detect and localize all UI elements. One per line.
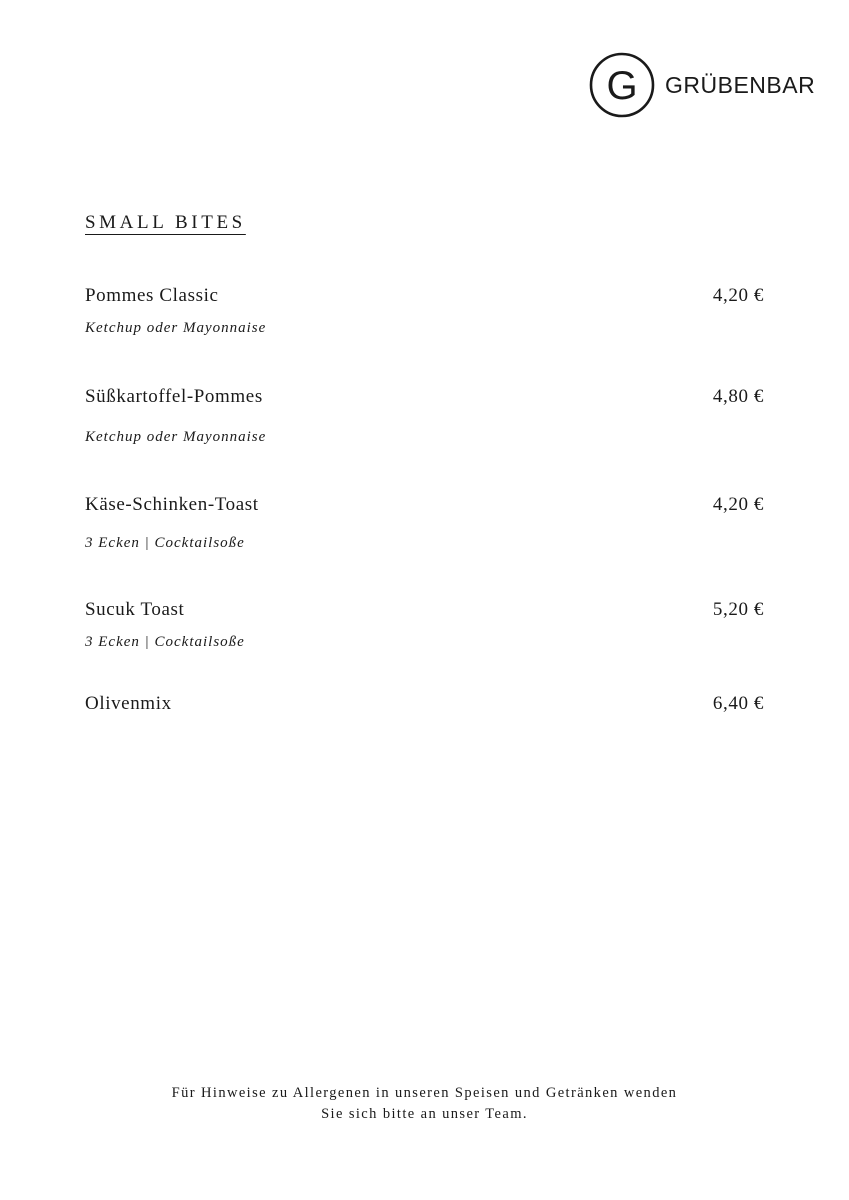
logo-letter: G	[606, 64, 638, 108]
item-name: Pommes Classic	[85, 285, 219, 306]
item-price: 5,20 €	[712, 599, 764, 620]
item-description: Ketchup oder Mayonnaise	[85, 320, 267, 336]
item-description: 3 Ecken | Cocktailsoße	[85, 634, 245, 650]
item-price: 4,80 €	[712, 386, 764, 407]
item-price: 4,20 €	[712, 285, 764, 306]
allergen-notice-line-2: Sie sich bitte an unser Team.	[321, 1106, 528, 1122]
g-logo-icon	[589, 52, 655, 118]
item-name: Käse-Schinken-Toast	[85, 494, 259, 515]
allergen-notice	[0, 1083, 849, 1125]
section-title: SMALL BITES	[85, 212, 246, 233]
menu-item-sucuk-toast	[85, 598, 764, 652]
menu-item-kaese-schinken-toast	[85, 493, 764, 553]
item-name: Sucuk Toast	[85, 599, 185, 620]
menu-item-suesskartoffel-pommes	[85, 385, 764, 447]
item-name: Olivenmix	[85, 693, 172, 714]
item-description: 3 Ecken | Cocktailsoße	[85, 535, 245, 551]
item-price: 4,20 €	[712, 494, 764, 515]
menu-item-olivenmix	[85, 692, 764, 716]
brand-name: GRÜBENBAR	[665, 71, 816, 98]
brand-logo	[589, 52, 815, 118]
allergen-notice-line-1: Für Hinweise zu Allergenen in unseren Speisen und Getränken wenden	[171, 1085, 678, 1101]
menu-item-pommes-classic	[85, 284, 764, 338]
item-price: 6,40 €	[712, 693, 764, 714]
item-name: Süßkartoffel-Pommes	[85, 386, 263, 407]
item-description: Ketchup oder Mayonnaise	[85, 429, 267, 445]
